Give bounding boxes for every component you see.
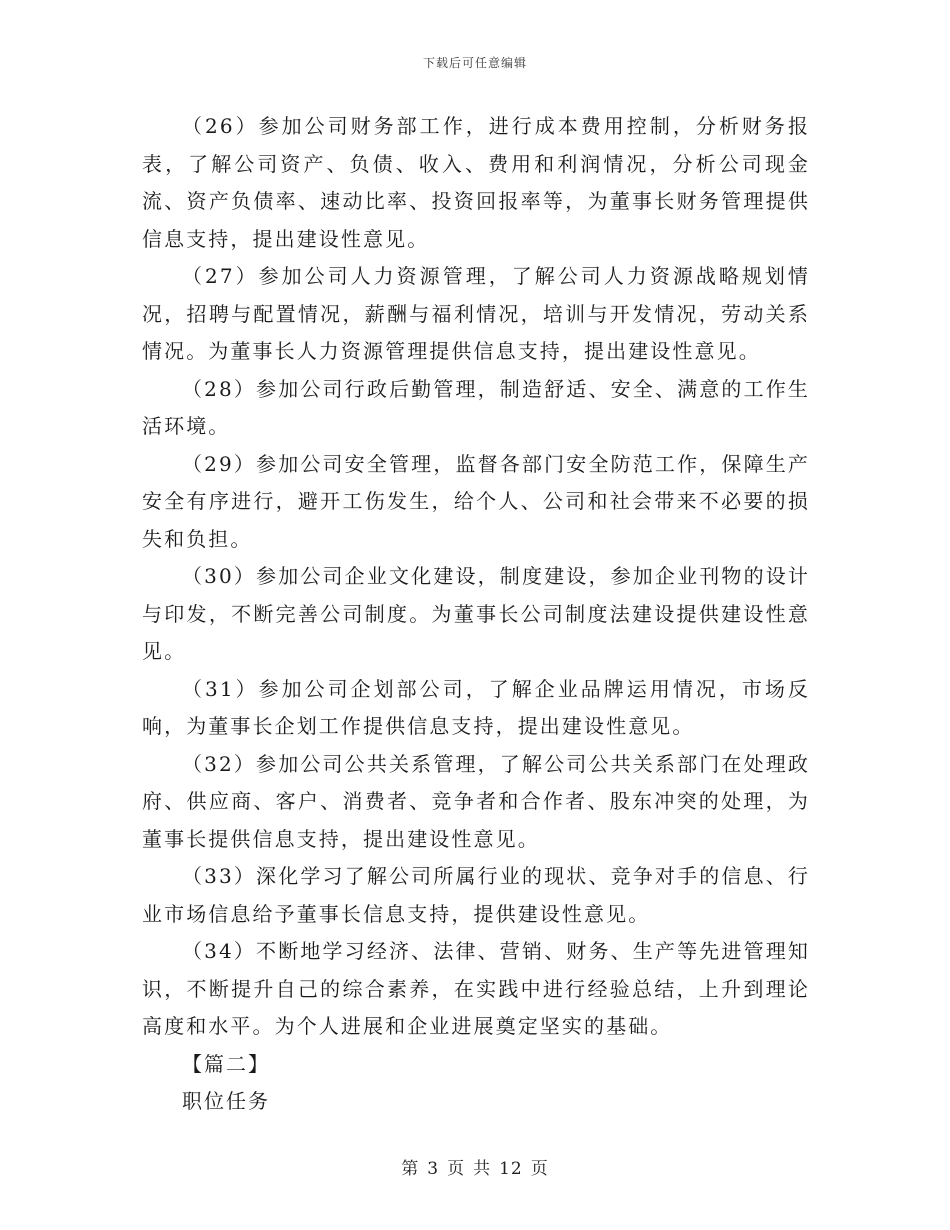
page-header: 下载后可任意编辑 (422, 56, 527, 70)
paragraph-33: （33）深化学习了解公司所属行业的现状、竞争对手的信息、行业市场信息给予董事长信息支持，提供建设性意见。 (142, 864, 810, 926)
section-subheading: 职位任务 (182, 1089, 270, 1113)
paragraph-28: （28）参加公司行政后勤管理，制造舒适、安全、满意的工作生活环境。 (142, 376, 810, 438)
paragraph-31: （31）参加公司企划部公司，了解企业品牌运用情况，市场反响，为董事长企划工作提供信息支持，提出建设性意见。 (142, 676, 810, 738)
footer-total-word: 共 (473, 1159, 492, 1179)
paragraph-32: （32）参加公司公共关系管理，了解公司公共关系部门在处理政府、供应商、客户、消费者、竞争者和合作者、股东冲突的处理，为董事长提供信息支持，提出建设性意见。 (142, 751, 810, 851)
page-footer (0, 1154, 950, 1179)
paragraph-26: （26）参加公司财务部工作，进行成本费用控制，分析财务报表，了解公司资产、负债、收入、费用和利润情况，分析公司现金流、资产负债率、速动比率、投资回报率等，为董事长财务管理提供信息支持，提出建设性意见。 (142, 114, 810, 251)
section-label: 【篇二】 (182, 1051, 270, 1076)
footer-suffix: 页 (530, 1159, 549, 1179)
footer-total-pages: 12 (499, 1159, 523, 1179)
paragraph-30: （30）参加公司企业文化建设，制度建设，参加企业刊物的设计与印发，不断完善公司制度。为董事长公司制度法建设提供建设性意见。 (142, 564, 810, 663)
paragraph-27: （27）参加公司人力资源管理，了解公司人力资源战略规划情况，招聘与配置情况，薪酬与福利情况，培训与开发情况，劳动关系情况。为董事长人力资源管理提供信息支持，提出建设性意见。 (142, 264, 810, 363)
paragraph-34: （34）不断地学习经济、法律、营销、财务、生产等先进管理知识，不断提升自己的综合素养，在实践中进行经验总结，上升到理论高度和水平。为个人进展和企业进展奠定坚实的基础。 (142, 939, 810, 1038)
footer-prefix: 第 (401, 1159, 420, 1179)
footer-page-word: 页 (447, 1159, 466, 1179)
document-body (142, 108, 810, 1121)
paragraph-29: （29）参加公司安全管理，监督各部门安全防范工作，保障生产安全有序进行，避开工伤发生，给个人、公司和社会带来不必要的损失和负担。 (142, 451, 810, 551)
footer-page-number: 3 (427, 1159, 440, 1179)
